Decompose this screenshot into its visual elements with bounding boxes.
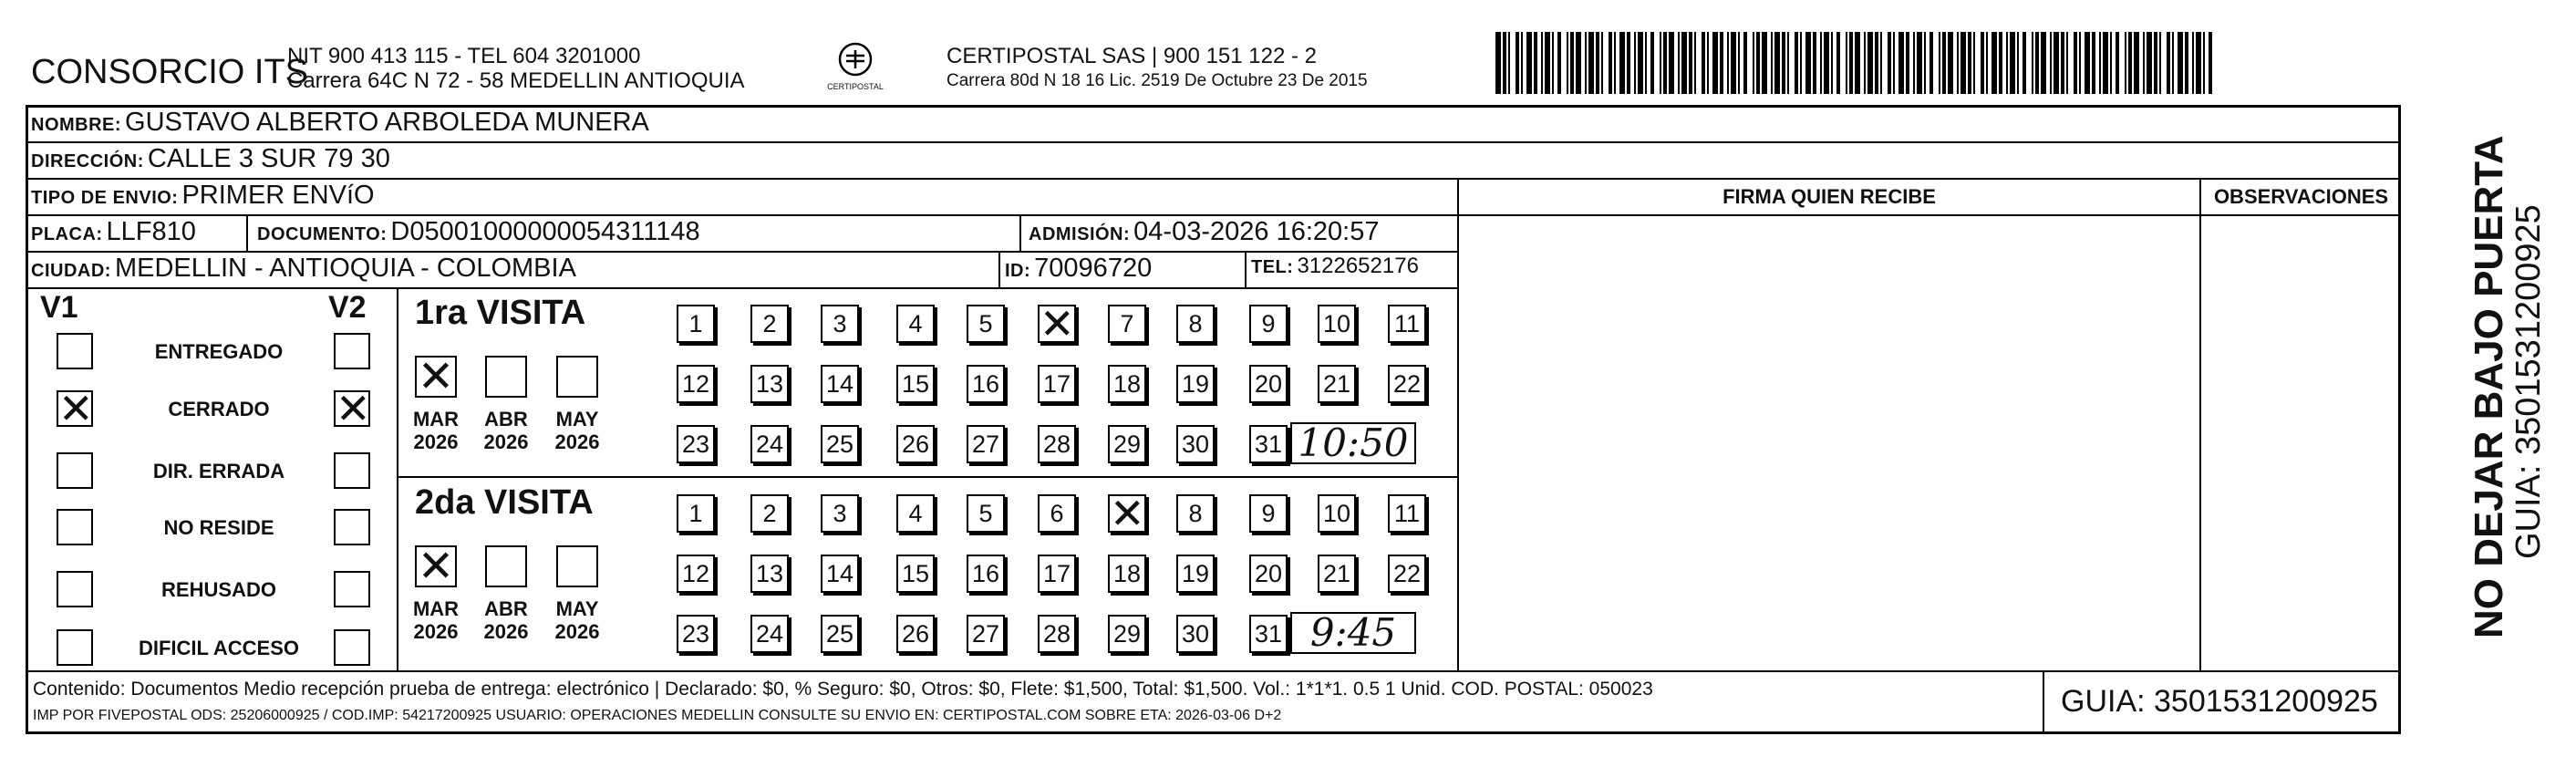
first-day-11[interactable]: 11 xyxy=(1388,305,1426,343)
documento-value: D05001000000054311148 xyxy=(390,217,700,246)
v1-label: V1 xyxy=(40,290,78,325)
v1-checkbox-4[interactable] xyxy=(57,571,93,607)
first-day-4[interactable]: 4 xyxy=(896,305,935,343)
first-day-19[interactable]: 19 xyxy=(1176,365,1215,403)
first-day-20[interactable]: 20 xyxy=(1249,365,1288,403)
option-label-5: DIFICIL ACCESO xyxy=(138,637,299,659)
nombre-label: NOMBRE: xyxy=(31,115,122,135)
footer-divider xyxy=(26,670,2401,672)
ciudad-value: MEDELLIN - ANTIOQUIA - COLOMBIA xyxy=(114,254,576,283)
month-name: MAR xyxy=(412,408,460,430)
id-label: ID: xyxy=(1005,261,1031,281)
first-day-15[interactable]: 15 xyxy=(896,365,935,403)
second-day-13[interactable]: 13 xyxy=(750,555,789,593)
second-day-9[interactable]: 9 xyxy=(1249,494,1288,533)
second-day-4[interactable]: 4 xyxy=(896,494,935,533)
second-month-label-1 xyxy=(481,597,532,643)
v1-checkbox-2[interactable] xyxy=(57,452,93,489)
nit-line: NIT 900 413 115 - TEL 604 3201000 xyxy=(287,44,641,68)
second-day-25[interactable]: 25 xyxy=(821,615,859,653)
logo-text: CERTIPOSTAL xyxy=(827,82,884,91)
option-label-0: ENTREGADO xyxy=(154,340,284,363)
second-day-24[interactable]: 24 xyxy=(750,615,789,653)
month-year: 2026 xyxy=(413,620,459,643)
observaciones-header: OBSERVACIONES xyxy=(2213,185,2389,208)
tel-value: 3122652176 xyxy=(1297,254,1419,278)
second-month-checkbox-2[interactable] xyxy=(556,545,598,587)
first-month-checkbox-0[interactable]: ✕ xyxy=(415,356,457,398)
second-day-30[interactable]: 30 xyxy=(1176,615,1215,653)
first-day-30[interactable]: 30 xyxy=(1176,425,1215,463)
second-day-6[interactable]: 6 xyxy=(1038,494,1076,533)
second-day-19[interactable]: 19 xyxy=(1176,555,1215,593)
first-day-23[interactable]: 23 xyxy=(677,425,715,463)
nombre-field xyxy=(31,108,649,138)
second-day-7[interactable]: ✕ xyxy=(1110,489,1145,538)
first-month-checkbox-1[interactable] xyxy=(485,356,527,398)
first-month-checkbox-2[interactable] xyxy=(556,356,598,398)
month-name: ABR xyxy=(484,597,528,620)
admision-value: 04-03-2026 16:20:57 xyxy=(1133,217,1380,246)
first-day-25[interactable]: 25 xyxy=(821,425,859,463)
col-divider xyxy=(1245,251,1247,287)
visit-divider xyxy=(397,476,1457,478)
tipo-label: TIPO DE ENVIO: xyxy=(31,188,179,208)
second-month-checkbox-1[interactable] xyxy=(485,545,527,587)
first-visit-title: 1ra VISITA xyxy=(415,294,586,332)
month-year: 2026 xyxy=(554,430,600,453)
second-day-16[interactable]: 16 xyxy=(967,555,1005,593)
v1-checkbox-1[interactable]: ✕ xyxy=(58,384,94,433)
first-day-24[interactable]: 24 xyxy=(750,425,789,463)
certi-line: CERTIPOSTAL SAS | 900 151 122 - 2 xyxy=(947,44,1317,68)
first-day-5[interactable]: 5 xyxy=(967,305,1005,343)
month-name: MAY xyxy=(555,408,599,430)
option-label-1: CERRADO xyxy=(168,398,270,420)
second-hour-field[interactable]: 9:45 xyxy=(1290,612,1416,654)
admision-field xyxy=(1029,217,1379,247)
first-day-18[interactable]: 18 xyxy=(1108,365,1146,403)
second-day-10[interactable]: 10 xyxy=(1318,494,1356,533)
first-day-6[interactable]: ✕ xyxy=(1040,299,1075,348)
second-day-22[interactable]: 22 xyxy=(1388,555,1426,593)
first-day-3[interactable]: 3 xyxy=(821,305,859,343)
second-day-2[interactable]: 2 xyxy=(750,494,789,533)
second-month-label-0 xyxy=(410,597,461,643)
second-day-29[interactable]: 29 xyxy=(1108,615,1146,653)
footer-content: Contenido: Documentos Medio recepción prueba de entrega: electrónico | Declarado: $0, % Seguro: $0, Otros: $0, Flete: $1,500, Total: $1,500. Vol.: 1*1*1. 0.5 1 Unid. COD. POSTAL: 050023 xyxy=(33,679,1653,700)
first-day-12[interactable]: 12 xyxy=(677,365,715,403)
first-day-28[interactable]: 28 xyxy=(1038,425,1076,463)
first-day-16[interactable]: 16 xyxy=(967,365,1005,403)
first-day-8[interactable]: 8 xyxy=(1176,305,1215,343)
first-day-7[interactable]: 7 xyxy=(1108,305,1146,343)
certipostal-logo xyxy=(814,41,896,105)
first-day-2[interactable]: 2 xyxy=(750,305,789,343)
v2-checkbox-5[interactable] xyxy=(334,629,370,666)
ciudad-label: CIUDAD: xyxy=(31,261,111,281)
month-name: MAR xyxy=(412,597,460,620)
id-value: 70096720 xyxy=(1034,254,1153,283)
tipo-field xyxy=(31,181,375,211)
v2-checkbox-4[interactable] xyxy=(334,571,370,607)
second-day-18[interactable]: 18 xyxy=(1108,555,1146,593)
first-day-29[interactable]: 29 xyxy=(1108,425,1146,463)
placa-field xyxy=(31,217,196,247)
first-day-31[interactable]: 31 xyxy=(1249,425,1288,463)
admision-label: ADMISIÓN: xyxy=(1029,224,1131,244)
first-day-26[interactable]: 26 xyxy=(896,425,935,463)
row-divider xyxy=(26,178,2401,180)
v2-checkbox-0[interactable] xyxy=(334,333,370,369)
col-divider xyxy=(1019,214,1021,251)
second-day-27[interactable]: 27 xyxy=(967,615,1005,653)
id-field xyxy=(1005,254,1152,284)
ciudad-field xyxy=(31,254,576,284)
first-hour-field[interactable]: 10:50 xyxy=(1290,422,1416,464)
second-day-21[interactable]: 21 xyxy=(1318,555,1356,593)
first-day-27[interactable]: 27 xyxy=(967,425,1005,463)
certipostal-info xyxy=(947,44,1368,93)
month-name: MAY xyxy=(555,597,599,620)
first-month-label-1 xyxy=(481,408,532,453)
row-divider xyxy=(26,251,1457,253)
month-year: 2026 xyxy=(413,430,459,453)
option-label-2: DIR. ERRADA xyxy=(152,460,285,482)
first-day-9[interactable]: 9 xyxy=(1249,305,1288,343)
nombre-value: GUSTAVO ALBERTO ARBOLEDA MUNERA xyxy=(125,108,649,137)
barcode xyxy=(1495,32,2225,94)
col-divider xyxy=(397,287,398,670)
barcode-bar xyxy=(2212,32,2218,94)
col-divider xyxy=(246,214,248,251)
first-day-10[interactable]: 10 xyxy=(1318,305,1356,343)
second-day-12[interactable]: 12 xyxy=(677,555,715,593)
second-day-28[interactable]: 28 xyxy=(1038,615,1076,653)
second-day-3[interactable]: 3 xyxy=(821,494,859,533)
signature-area[interactable] xyxy=(1459,216,2199,670)
second-day-26[interactable]: 26 xyxy=(896,615,935,653)
first-day-13[interactable]: 13 xyxy=(750,365,789,403)
company-name: CONSORCIO ITS xyxy=(31,53,309,91)
second-day-1[interactable]: 1 xyxy=(677,494,715,533)
firma-header: FIRMA QUIEN RECIBE xyxy=(1723,185,1936,208)
tel-field xyxy=(1251,254,1419,279)
v2-checkbox-3[interactable] xyxy=(334,509,370,545)
month-year: 2026 xyxy=(554,620,600,643)
first-day-17[interactable]: 17 xyxy=(1038,365,1076,403)
v2-checkbox-1[interactable]: ✕ xyxy=(336,384,371,433)
option-label-3: NO RESIDE xyxy=(163,516,274,539)
row-divider xyxy=(26,141,2401,143)
second-month-label-2 xyxy=(552,597,603,643)
first-month-label-0 xyxy=(410,408,461,453)
second-day-8[interactable]: 8 xyxy=(1176,494,1215,533)
v2-label: V2 xyxy=(328,290,367,325)
certi-address: Carrera 80d N 18 16 Lic. 2519 De Octubre 23 De 2015 xyxy=(947,71,1368,90)
second-day-31[interactable]: 31 xyxy=(1249,615,1288,653)
v1-checkbox-5[interactable] xyxy=(57,629,93,666)
bottom-line xyxy=(26,732,2401,734)
documento-field xyxy=(257,217,700,247)
footer-print-info: IMP POR FIVEPOSTAL ODS: 25206000925 / COD.IMP: 54217200925 USUARIO: OPERACIONES MEDELLIN CONSULTE SU ENVIO EN: CERTIPOSTAL.COM SOBRE ETA: 2026-03-06 D+2 xyxy=(33,708,1282,723)
second-day-20[interactable]: 20 xyxy=(1249,555,1288,593)
second-visit-title: 2da VISITA xyxy=(415,483,594,522)
col-divider xyxy=(998,251,1000,287)
side-guia-number: GUIA: 3501531200925 xyxy=(2509,204,2548,559)
direccion-value: CALLE 3 SUR 79 30 xyxy=(147,144,390,173)
observations-area[interactable] xyxy=(2201,216,2401,670)
v1-checkbox-0[interactable] xyxy=(57,333,93,369)
v2-checkbox-2[interactable] xyxy=(334,452,370,489)
option-label-4: REHUSADO xyxy=(161,578,276,601)
second-day-11[interactable]: 11 xyxy=(1388,494,1426,533)
second-day-14[interactable]: 14 xyxy=(821,555,859,593)
placa-value: LLF810 xyxy=(106,217,196,246)
documento-label: DOCUMENTO: xyxy=(257,224,388,244)
second-day-15[interactable]: 15 xyxy=(896,555,935,593)
tipo-value: PRIMER ENVíO xyxy=(181,181,375,210)
certipostal-logo-icon xyxy=(835,41,875,78)
first-day-22[interactable]: 22 xyxy=(1388,365,1426,403)
first-month-label-2 xyxy=(552,408,603,453)
month-year: 2026 xyxy=(483,430,529,453)
no-dejar-bajo-puerta: NO DEJAR BAJO PUERTA xyxy=(2467,135,2511,638)
direccion-field xyxy=(31,144,390,174)
v1-checkbox-3[interactable] xyxy=(57,509,93,545)
second-day-17[interactable]: 17 xyxy=(1038,555,1076,593)
first-day-1[interactable]: 1 xyxy=(677,305,715,343)
second-day-23[interactable]: 23 xyxy=(677,615,715,653)
row-divider xyxy=(26,287,1457,289)
second-month-checkbox-0[interactable]: ✕ xyxy=(415,545,457,587)
col-divider xyxy=(2043,670,2044,732)
tel-label: TEL: xyxy=(1251,257,1294,277)
month-year: 2026 xyxy=(483,620,529,643)
company-contact xyxy=(287,44,745,93)
first-day-14[interactable]: 14 xyxy=(821,365,859,403)
placa-label: PLACA: xyxy=(31,224,103,244)
address-line: Carrera 64C N 72 - 58 MEDELLIN ANTIOQUIA xyxy=(287,68,745,93)
direccion-label: DIRECCIÓN: xyxy=(31,151,144,171)
first-day-21[interactable]: 21 xyxy=(1318,365,1356,403)
guia-number: GUIA: 3501531200925 xyxy=(2061,684,2378,719)
month-name: ABR xyxy=(484,408,528,430)
second-day-5[interactable]: 5 xyxy=(967,494,1005,533)
